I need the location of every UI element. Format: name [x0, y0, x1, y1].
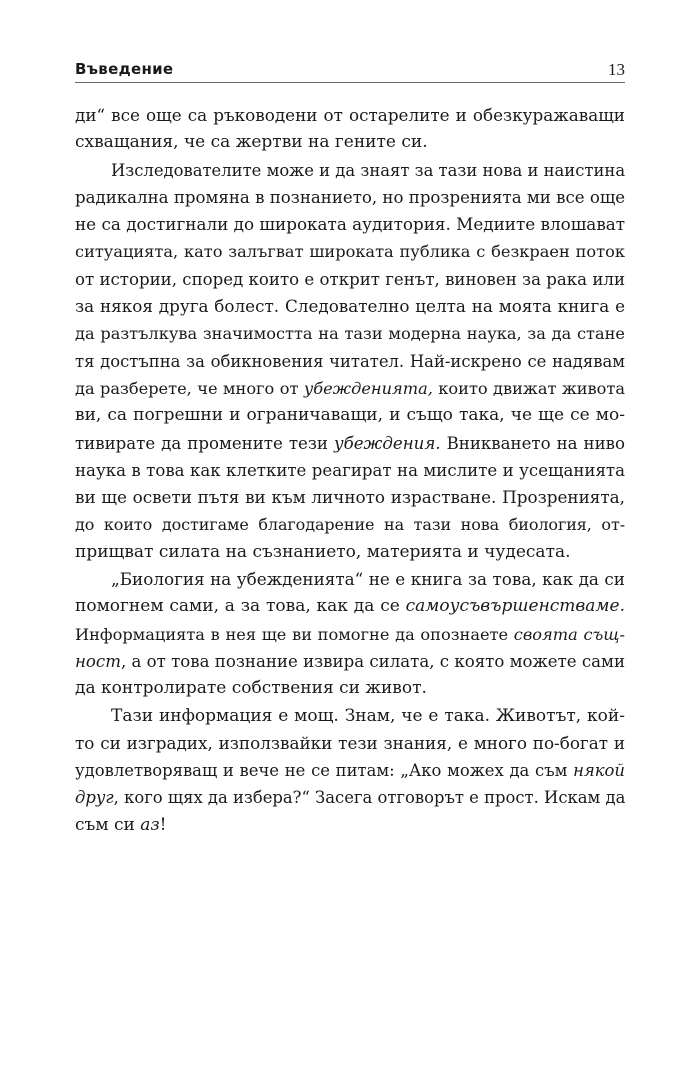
text-line: ди“ все още са ръководени от остарелите и обезкуражаващи — [75, 105, 625, 125]
text-line: не са достигнали до широката аудитория. Медиите влошават — [75, 214, 626, 235]
section-title: Въведение — [75, 60, 174, 78]
text-line — [75, 757, 625, 784]
text-line: Тази информация е мощ. Знам, че е така. Животът, кой- — [111, 705, 625, 726]
text-run: удовлетворяващ и вече не се питам: „Ако можех да съм — [75, 761, 574, 781]
text-run: Вникването на ниво — [440, 433, 625, 453]
body-text — [75, 102, 625, 839]
text-line: от истории, според които е открит генът, виновен за рака или — [75, 269, 625, 289]
text-line: ситуацията, като залъгват широката публика с безкраен поток — [75, 242, 625, 262]
text-line: наука в това как клетките реагират на мислите и усещанията — [75, 460, 625, 480]
text-line — [75, 621, 625, 648]
running-header — [75, 60, 625, 82]
text-run: , а от това познание извира силата, с която можете сами — [120, 651, 626, 671]
text-line: Изследователите може и да знаят за тази нова и наистина — [111, 160, 626, 180]
text-line: ви ще освети пътя ви към личното израстване. Прозренията, — [75, 487, 625, 508]
italic-emphasis: убежденията, — [303, 378, 433, 398]
page-number: 13 — [608, 60, 625, 79]
text-line: ви, са погрешни и ограничаващи, и също така, че ще се мо- — [75, 405, 625, 426]
text-line — [75, 784, 625, 811]
text-line: прищват силата на съзнанието, материята и чудесата. — [75, 541, 571, 562]
text-run: които движат живота — [432, 378, 625, 398]
text-line: за някоя друга болест. Следователно целта на моята книга е — [75, 296, 625, 317]
italic-emphasis: убеждения. — [333, 433, 441, 453]
italic-emphasis: аз — [140, 814, 160, 835]
italic-emphasis: друг — [75, 788, 114, 808]
text-line: „Биология на убежденията“ не е книга за това, как да си — [111, 569, 625, 590]
text-line — [75, 430, 625, 457]
text-line: то си изградих, използвайки тези знания, е много по-богат и — [75, 732, 625, 753]
italic-emphasis: самоусъвършенстваме. — [405, 596, 625, 617]
text-line: схващания, че са жертви на гените си. — [75, 132, 428, 153]
text-line: радикална промяна в познанието, но прозренията ми все още — [75, 187, 626, 207]
text-line: до които достигаме благодарение на тази нова биология, от- — [75, 515, 625, 535]
header-rule — [75, 82, 625, 83]
text-run: помогнем сами, а за това, как да се — [75, 596, 406, 617]
italic-emphasis: ност — [75, 651, 121, 671]
text-line — [75, 375, 625, 402]
text-line: да контролирате собствения си живот. — [75, 678, 427, 699]
italic-emphasis: някой — [573, 761, 625, 781]
text-run: тивирате да промените тези — [75, 433, 334, 453]
text-line: тя достъпна за обикновения читател. Най-искрено се надявам — [75, 351, 625, 371]
text-run: ! — [159, 814, 167, 835]
italic-emphasis: своята същ- — [513, 624, 625, 644]
text-line: да разтълкува значимостта на тази модерна наука, за да стане — [75, 324, 625, 344]
text-line — [75, 593, 625, 620]
text-run: Информацията в нея ще ви помогне да опознаете — [75, 624, 514, 644]
text-run: съм си — [75, 814, 141, 835]
text-run: , кого щях да избера?“ Засега отговорът е прост. Искам да — [113, 788, 626, 808]
text-line — [75, 648, 625, 675]
text-run: да разберете, че много от — [75, 378, 304, 398]
text-line — [75, 812, 625, 839]
